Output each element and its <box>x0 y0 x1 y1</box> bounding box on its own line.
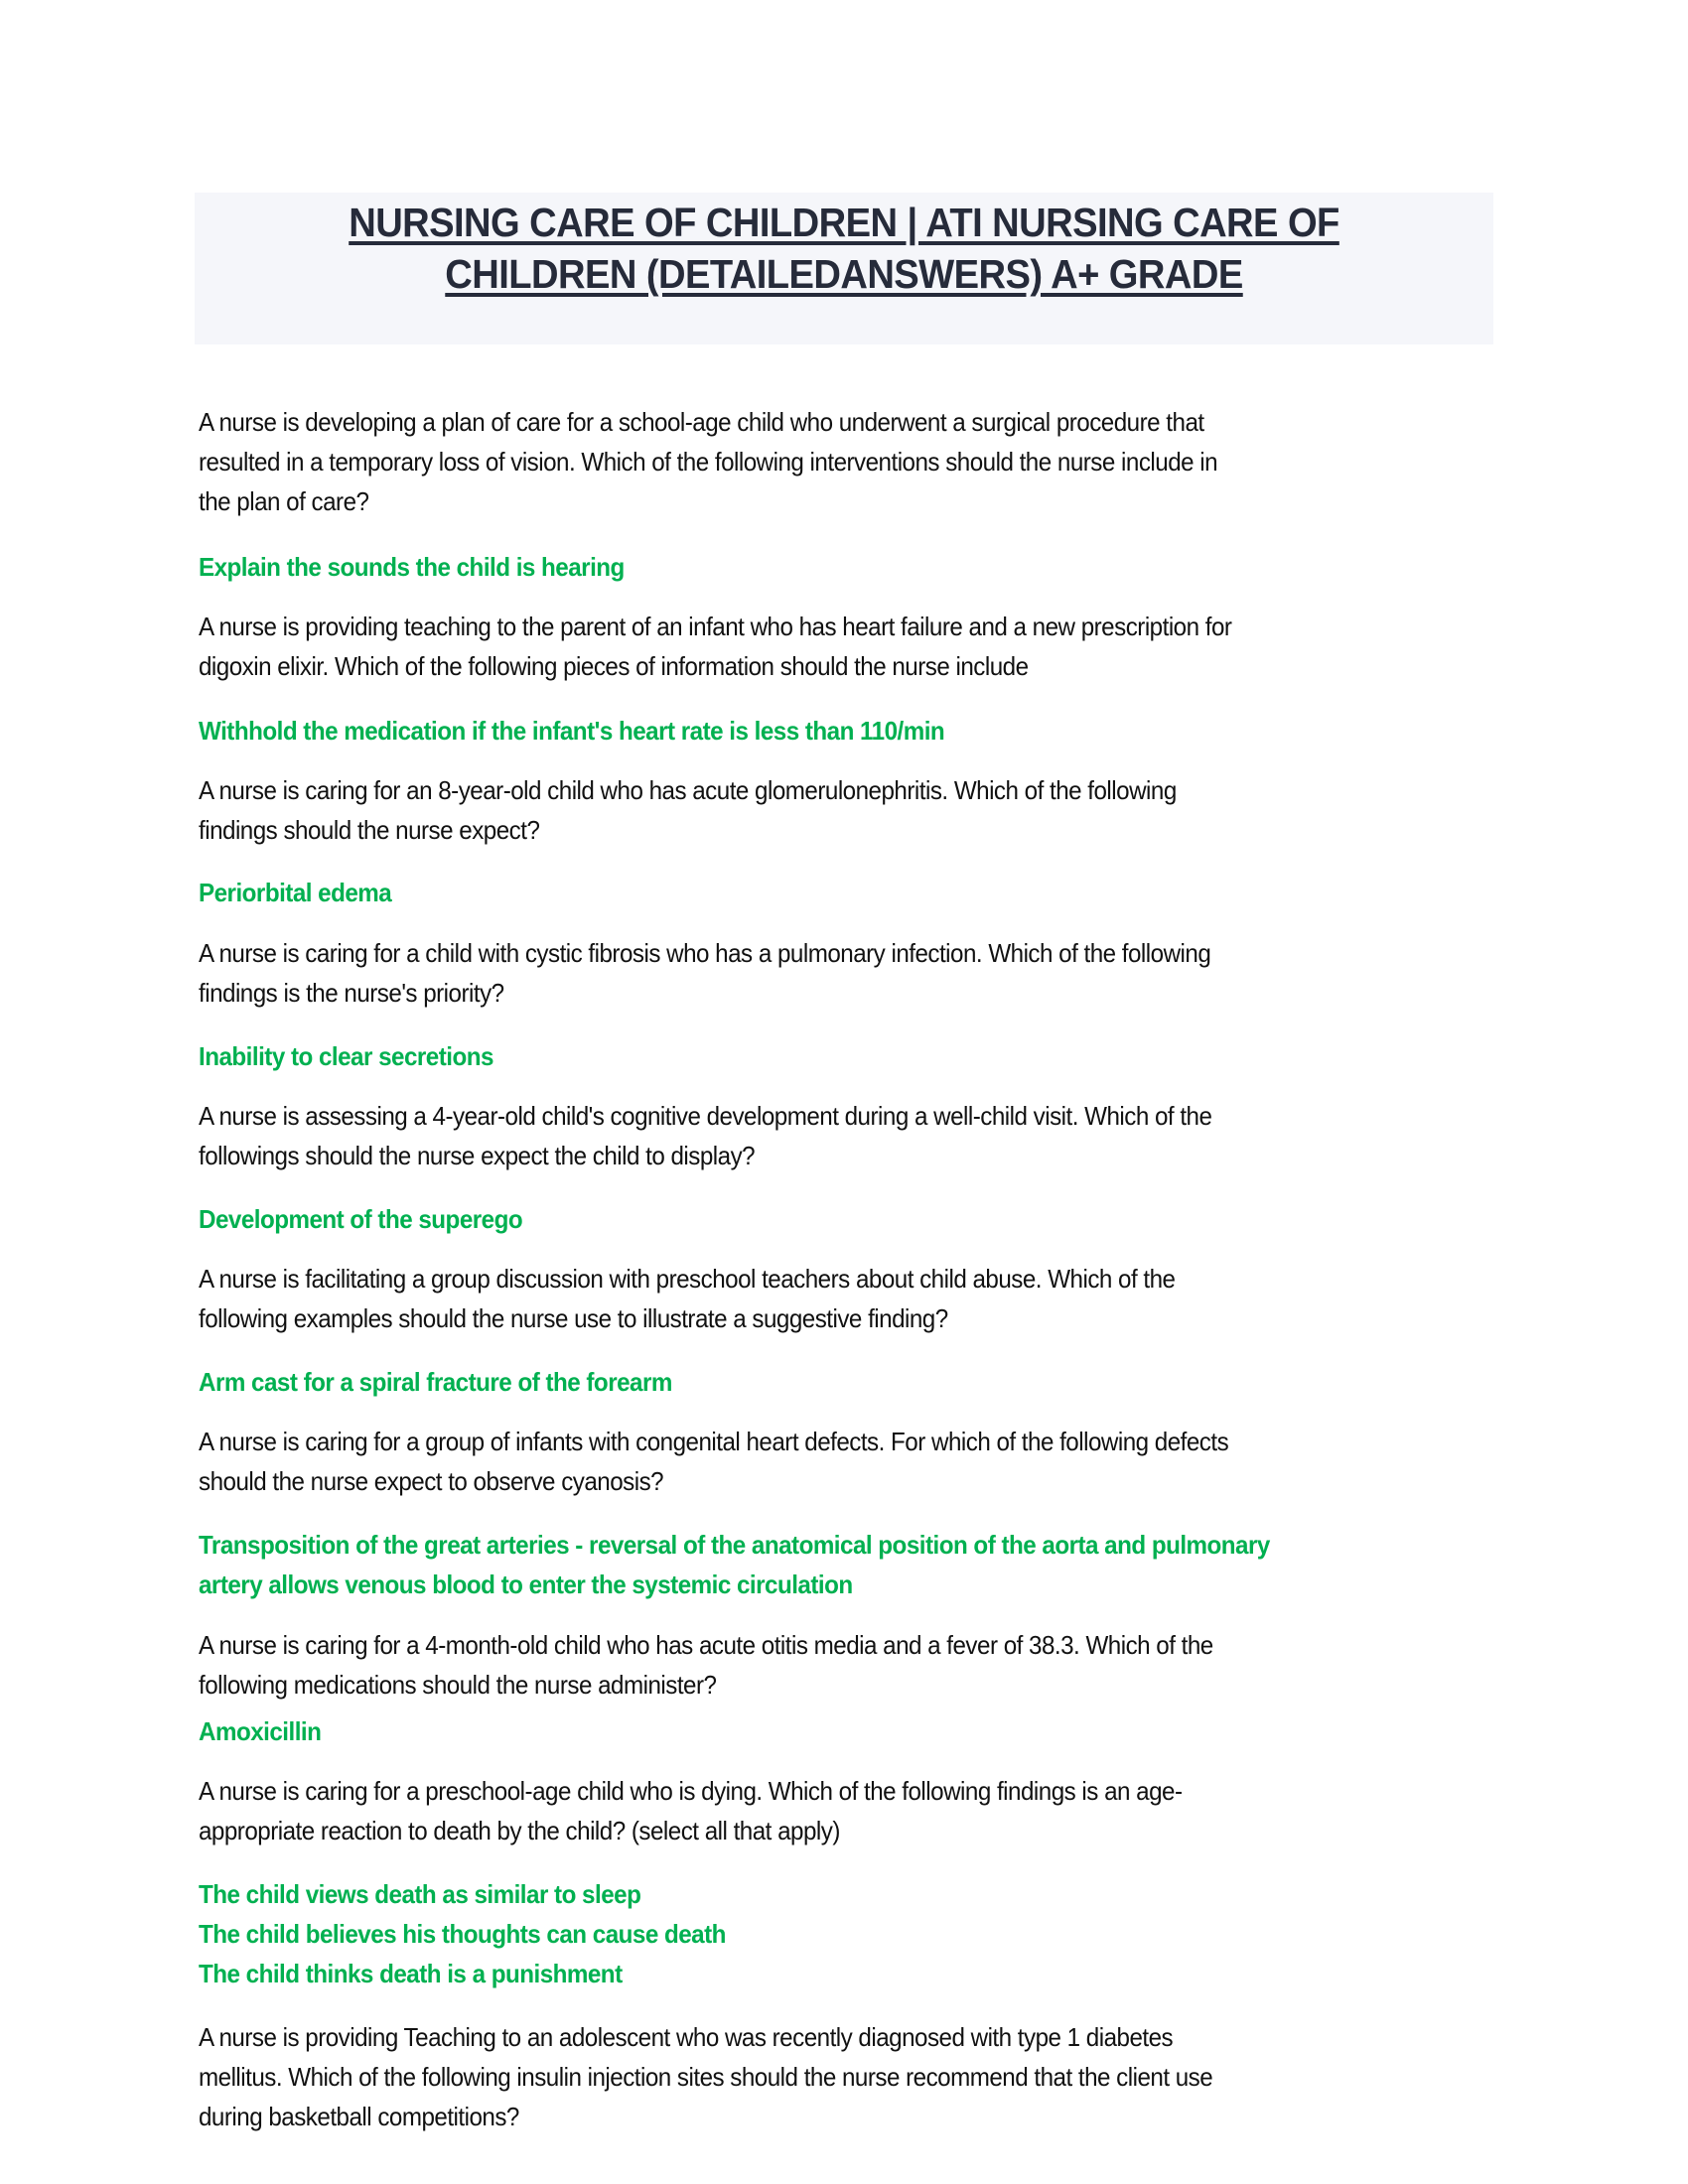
answer-line: Arm cast for a spiral fracture of the forearm <box>199 1367 672 1397</box>
answer-5 <box>199 1199 522 1239</box>
answer-6 <box>199 1362 672 1402</box>
question-7 <box>199 1422 1228 1501</box>
question-8 <box>199 1625 1213 1705</box>
answer-line: The child believes his thoughts can cause death <box>199 1919 726 1949</box>
question-line: resulted in a temporary loss of vision. Which of the following interventions should the nurse include in <box>199 447 1218 477</box>
question-line: A nurse is developing a plan of care for a school-age child who underwent a surgical procedure that <box>199 407 1204 437</box>
question-9 <box>199 1771 1182 1850</box>
question-line: findings should the nurse expect? <box>199 815 540 845</box>
question-line: the plan of care? <box>199 486 369 516</box>
question-line: appropriate reaction to death by the child? (select all that apply) <box>199 1816 840 1845</box>
answer-8 <box>199 1711 321 1751</box>
question-line: should the nurse expect to observe cyanosis? <box>199 1466 664 1496</box>
answer-3 <box>199 873 391 912</box>
question-line: during basketball competitions? <box>199 2102 519 2131</box>
answer-line: Transposition of the great arteries - reversal of the anatomical position of the aorta and pulmonary <box>199 1530 1270 1560</box>
answer-9 <box>199 1874 726 1993</box>
question-2 <box>199 607 1231 686</box>
question-line: A nurse is caring for a child with cystic fibrosis who has a pulmonary infection. Which of the following <box>199 938 1211 968</box>
answer-line: Withhold the medication if the infant's heart rate is less than 110/min <box>199 716 945 746</box>
question-line: A nurse is caring for a group of infants with congenital heart defects. For which of the following defects <box>199 1427 1229 1456</box>
question-line: A nurse is caring for a 4-month-old child who has acute otitis media and a fever of 38.3. Which of the <box>199 1630 1213 1660</box>
answer-4 <box>199 1036 493 1076</box>
document-title <box>240 197 1448 300</box>
answer-line: Amoxicillin <box>199 1716 322 1746</box>
question-4 <box>199 933 1210 1013</box>
title-line-2: CHILDREN (DETAILEDANSWERS) A+ GRADE <box>445 251 1243 297</box>
question-line: findings is the nurse's priority? <box>199 978 504 1008</box>
answer-2 <box>199 711 944 751</box>
question-line: A nurse is providing Teaching to an adolescent who was recently diagnosed with type 1 diabetes <box>199 2022 1174 2052</box>
answer-7 <box>199 1525 1270 1604</box>
answer-line: The child thinks death is a punishment <box>199 1959 623 1988</box>
question-3 <box>199 770 1177 850</box>
answer-line: Inability to clear secretions <box>199 1041 493 1071</box>
question-6 <box>199 1259 1175 1338</box>
question-line: A nurse is providing teaching to the parent of an infant who has heart failure and a new prescription for <box>199 612 1232 641</box>
question-line: A nurse is caring for a preschool-age child who is dying. Which of the following findings is an age- <box>199 1776 1183 1806</box>
title-line-1: NURSING CARE OF CHILDREN | ATI NURSING CARE OF <box>349 200 1339 245</box>
question-line: A nurse is facilitating a group discussion with preschool teachers about child abuse. Which of the <box>199 1264 1176 1294</box>
question-1 <box>199 402 1217 521</box>
answer-line: artery allows venous blood to enter the systemic circulation <box>199 1570 853 1599</box>
answer-line: Development of the superego <box>199 1204 523 1234</box>
question-line: following medications should the nurse administer? <box>199 1670 717 1700</box>
question-line: digoxin elixir. Which of the following pieces of information should the nurse include <box>199 651 1029 681</box>
question-line: followings should the nurse expect the child to display? <box>199 1141 756 1170</box>
answer-1 <box>199 547 625 587</box>
question-line: mellitus. Which of the following insulin injection sites should the nurse recommend that the client use <box>199 2062 1213 2092</box>
question-10 <box>199 2017 1212 2136</box>
question-line: following examples should the nurse use to illustrate a suggestive finding? <box>199 1303 948 1333</box>
title-banner <box>195 193 1493 344</box>
question-line: A nurse is caring for an 8-year-old child who has acute glomerulonephritis. Which of the following <box>199 775 1177 805</box>
answer-line: Explain the sounds the child is hearing <box>199 552 625 582</box>
question-line: A nurse is assessing a 4-year-old child's cognitive development during a well-child visit. Which of the <box>199 1101 1212 1131</box>
answer-line: The child views death as similar to sleep <box>199 1879 641 1909</box>
answer-line: Periorbital edema <box>199 878 392 907</box>
question-5 <box>199 1096 1211 1175</box>
